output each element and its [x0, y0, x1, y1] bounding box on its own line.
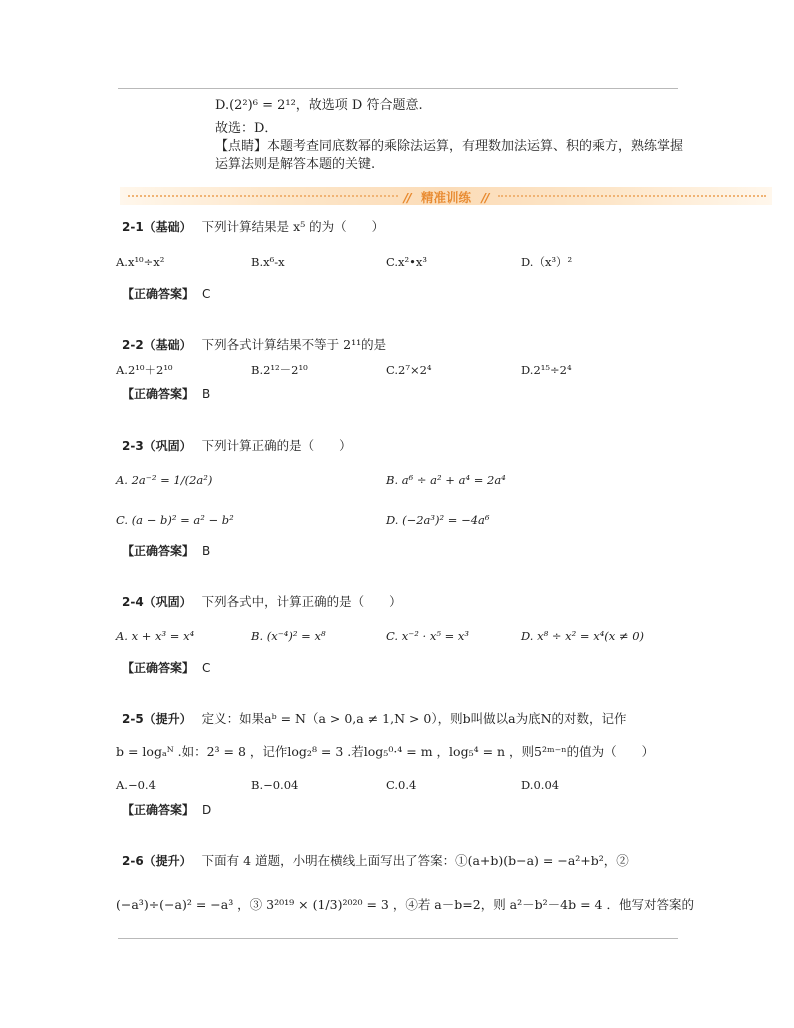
- top-rule: [118, 88, 678, 89]
- question-2-2: [122, 337, 386, 353]
- note-line-2: 运算法则是解答本题的关键.: [215, 157, 376, 172]
- question-text-line-2: (−a³)÷(−a)² = −a³ ，③ 3²⁰¹⁹ × (1/3)²⁰²⁰ = 3 ，④若 a－b=2，则 a²－b²－4b = 4 ．他写对答案的: [116, 897, 694, 912]
- answer-row: [122, 660, 210, 676]
- question-number: 2-5（提升）: [122, 712, 192, 726]
- question-2-3: [122, 438, 352, 454]
- option-d-expr: (2²)⁶ = 2¹²: [229, 98, 296, 113]
- option-a: A. 2a⁻² = 1/(2a²): [116, 473, 213, 487]
- bottom-rule: [118, 938, 678, 939]
- option-b: B.−0.04: [251, 778, 299, 792]
- question-2-4: [122, 594, 402, 610]
- question-number: 2-4（巩固）: [122, 595, 192, 609]
- question-text: 下列各式计算结果不等于 2¹¹的是: [201, 337, 387, 352]
- question-2-6: [122, 853, 629, 869]
- banner-slash-left-icon: //: [403, 190, 411, 205]
- option-b: B. a⁶ ÷ a² + a⁴ = 2a⁴: [386, 473, 506, 487]
- banner-title: 精准训练: [420, 190, 471, 205]
- answer-value: B: [202, 387, 211, 401]
- option-c: C.2⁷×2⁴: [386, 363, 432, 377]
- option-d: D.2¹⁵÷2⁴: [521, 363, 572, 377]
- banner-title-wrap: [120, 188, 772, 206]
- option-c: C.0.4: [386, 778, 417, 792]
- note-line-1: 【点睛】本题考查同底数幂的乘除法运算，有理数加法运算、积的乘方，熟练掌握: [215, 139, 684, 154]
- banner-slash-right-icon: //: [481, 190, 489, 205]
- question-number: 2-3（巩固）: [122, 439, 192, 453]
- option-d: D.0.04: [521, 778, 560, 792]
- question-number: 2-6（提升）: [122, 854, 192, 868]
- answer-value: C: [202, 287, 211, 301]
- answer-label: 【正确答案】: [122, 287, 195, 301]
- option-d: D. x⁸ ÷ x² = x⁴(x ≠ 0): [521, 629, 645, 643]
- answer-row: [122, 386, 210, 402]
- option-c: C. (a − b)² = a² − b²: [116, 513, 234, 527]
- answer-label: 【正确答案】: [122, 544, 195, 558]
- answer-label: 【正确答案】: [122, 803, 195, 817]
- option-a: A.2¹⁰＋2¹⁰: [116, 363, 173, 377]
- option-b: B.2¹²－2¹⁰: [251, 363, 308, 377]
- answer-row: [122, 286, 210, 302]
- question-number: 2-1（基础）: [122, 220, 192, 234]
- option-c: C. x⁻² · x⁵ = x³: [386, 629, 469, 643]
- answer-row: [122, 543, 210, 559]
- option-b: B.x⁶-x: [251, 255, 285, 269]
- option-c: C.x²•x³: [386, 255, 428, 269]
- option-d-line: [215, 98, 423, 114]
- answer-value: B: [202, 544, 211, 558]
- answer-value: D: [202, 803, 212, 817]
- section-banner: [120, 187, 772, 205]
- question-text-line-2: b = logₐᴺ .如：2³ = 8 ，记作log₂⁸ = 3 .若log₅⁰·⁴ = m ，log₅⁴ = n ，则5²ᵐ⁻ⁿ的值为（ ）: [116, 744, 655, 759]
- option-d: D.（x³）²: [521, 255, 573, 269]
- option-d-prefix: D.: [215, 98, 230, 113]
- answer-label: 【正确答案】: [122, 387, 195, 401]
- question-2-5: [122, 711, 627, 727]
- question-text: 下列计算正确的是（ ）: [201, 438, 352, 453]
- answer-value: C: [202, 661, 211, 675]
- option-a: A.x¹⁰÷x²: [116, 255, 165, 269]
- option-a: A.−0.4: [116, 778, 156, 792]
- choose-line: 故选：D．: [215, 121, 278, 136]
- question-text-line-1: 定义：如果aᵇ = N（a > 0,a ≠ 1,N > 0），则b叫做以a为底N的对数，记作: [201, 711, 627, 726]
- question-text: 下列计算结果是 x⁵ 的为（ ）: [201, 219, 385, 234]
- option-b: B. (x⁻⁴)² = x⁸: [251, 629, 326, 643]
- answer-row: [122, 802, 211, 818]
- question-text-line-1: 下面有 4 道题，小明在横线上面写出了答案：①(a+b)(b−a) = −a²+b²，②: [201, 853, 629, 868]
- answer-label: 【正确答案】: [122, 661, 195, 675]
- question-2-1: [122, 219, 384, 235]
- question-number: 2-2（基础）: [122, 338, 192, 352]
- option-a: A. x + x³ = x⁴: [116, 629, 195, 643]
- option-d: D. (−2a³)² = −4a⁶: [386, 513, 490, 527]
- question-text: 下列各式中，计算正确的是（ ）: [201, 594, 402, 609]
- option-d-text: ，故选项 D 符合题意.: [295, 98, 423, 113]
